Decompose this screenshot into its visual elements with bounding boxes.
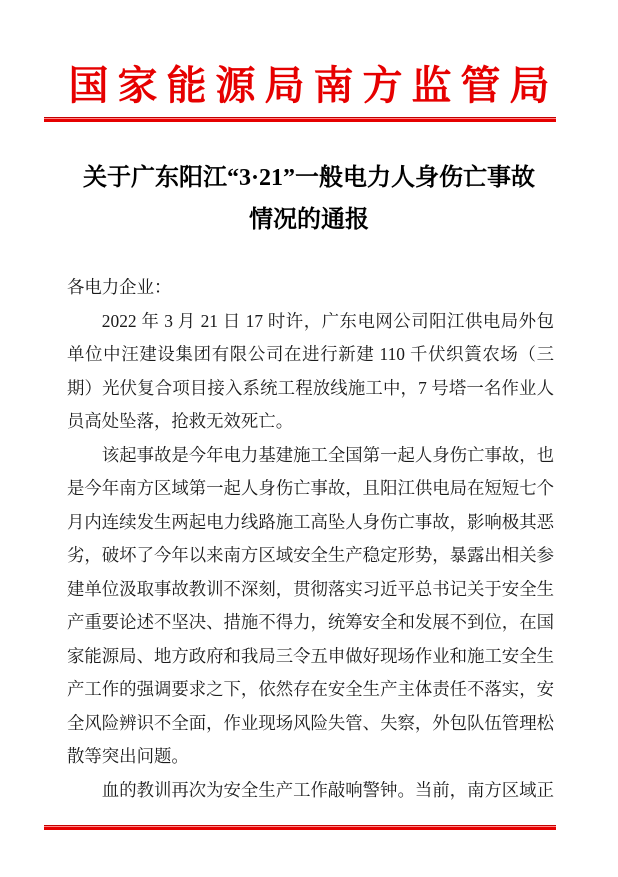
- footer-red-rule: [44, 825, 556, 830]
- body-paragraph-1: 2022 年 3 月 21 日 17 时许，广东电网公司阳江供电局外包单位中汪建设集团有限公司在进行新建 110 千伏织篢农场（三期）光伏复合项目接入系统工程放线施工中，7 号塔一名作业人员高处坠落，抢救无效死亡。: [67, 310, 554, 431]
- salutation-line: 各电力企业：: [67, 277, 172, 297]
- body-paragraph-2: 该起事故是今年电力基建施工全国第一起人身伤亡事故，也是今年南方区域第一起人身伤亡事故，且阳江供电局在短短七个月内连续发生两起电力线路施工高坠人身伤亡事故，影响极其恶劣，破坏了今年以来南方区域安全生产稳定形势，暴露出相关参建单位汲取事故教训不深刻，贯彻落实习近平总书记关于安全生产重要论述不坚决、措施不得力，统筹安全和发展不到位，在国家能源局、地方政府和我局三令五申做好现场作业和施工安全生产工作的强调要求之下，依然存在安全生产主体责任不落实，安全风险辨识不全面，作业现场风险失管、失察，外包队伍管理松散等突出问题。: [67, 444, 554, 766]
- document-body: [67, 271, 554, 807]
- document-title: [0, 157, 618, 241]
- letterhead-red-rule: [44, 117, 556, 122]
- document-title-line1: 关于广东阳江“3·21”一般电力人身伤亡事故: [82, 165, 535, 191]
- letterhead-agency-name: 国家能源局南方监管局: [68, 63, 559, 108]
- body-paragraph-3: 血的教训再次为安全生产工作敲响警钟。当前，南方区域正: [101, 779, 554, 800]
- document-title-line2: 情况的通报: [249, 207, 369, 233]
